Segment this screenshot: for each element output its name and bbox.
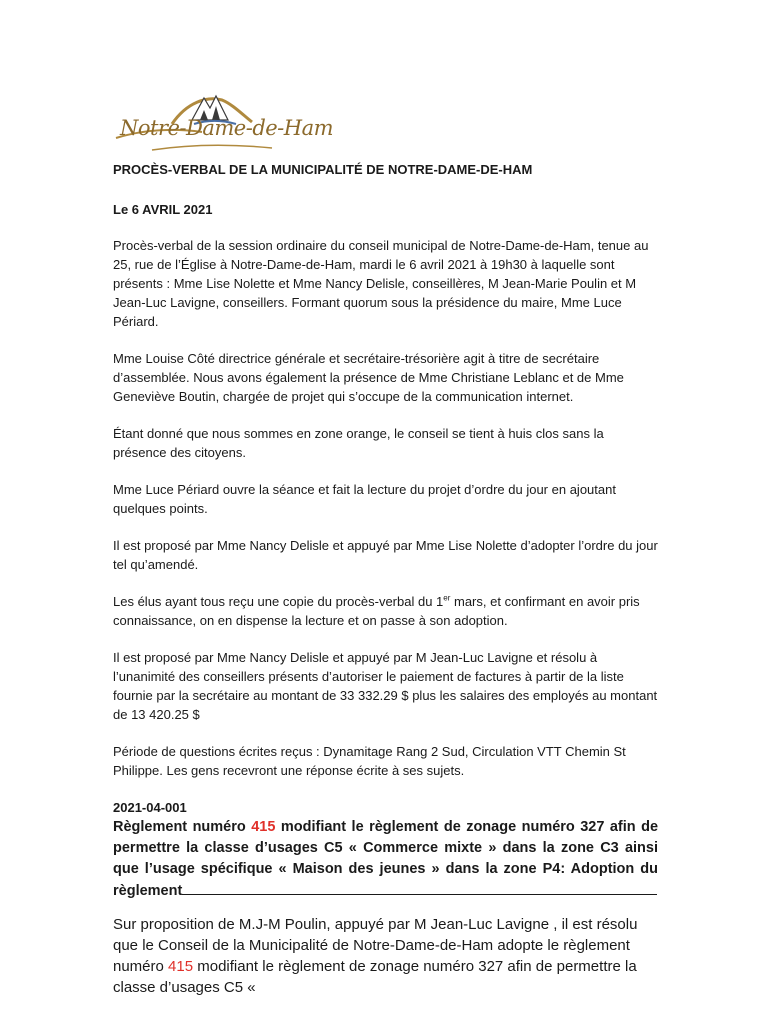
document-body xyxy=(113,160,658,1013)
resolution-body xyxy=(113,914,658,998)
resolution-title xyxy=(113,817,658,902)
paragraph-secretary: Mme Louise Côté directrice générale et secrétaire-trésorière agit à titre de secrétaire d’assemblée. Nous avons également la présence de Mme Christiane Leblanc et de Mme Geneviève Boutin, chargée de projet qui s’occupe de la communication internet. xyxy=(113,351,624,404)
resolution-title-after: modifiant le règlement de zonage numéro 327 afin de permettre la classe d’usages C5 « Commerce mixte » dans la zone C3 ainsi que l’usage spécifique « Maison des jeunes » dans la zone P4: Adoption du règlement xyxy=(113,819,659,899)
logo-text: Notre-Dame-de-Ham xyxy=(120,116,334,140)
bylaw-number-highlight-body: 415 xyxy=(168,958,194,975)
resolution-number: 2021-04-001 xyxy=(113,800,187,815)
minutes-sup: er xyxy=(443,593,451,603)
minutes-text-before: Les élus ayant tous reçu une copie du procès-verbal du 1 xyxy=(113,594,444,609)
paragraph-invoices: Il est proposé par Mme Nancy Delisle et appuyé par M Jean-Luc Lavigne et résolu à l’unanimité des conseillers présents d’autoriser le paiement de factures à partir de la liste fournie par la secrétaire au montant de 33 332.29 $ plus les salaires des employés au montant de 13 420.25 $ xyxy=(113,650,658,722)
resolution-title-before: Règlement numéro xyxy=(113,819,252,835)
resolution-body-after: modifiant le règlement de zonage numéro 327 afin de permettre la classe d’usages C5 « xyxy=(113,958,637,996)
minutes-text-after: mars, et confirmant en avoir pris connaissance, on en dispense la lecture et on passe à son adoption. xyxy=(113,594,640,628)
document-title: PROCÈS-VERBAL DE LA MUNICIPALITÉ DE NOTRE-DAME-DE-HAM xyxy=(113,162,533,177)
paragraph-agenda: Il est proposé par Mme Nancy Delisle et appuyé par Mme Lise Nolette d’adopter l’ordre du jour tel qu’amendé. xyxy=(113,538,658,572)
paragraph-minutes xyxy=(113,592,658,630)
paragraph-opening: Mme Luce Périard ouvre la séance et fait la lecture du projet d’ordre du jour en ajoutant quelques points. xyxy=(113,482,616,516)
meeting-date: Le 6 AVRIL 2021 xyxy=(113,202,213,217)
paragraph-closed-session: Étant donné que nous sommes en zone orange, le conseil se tient à huis clos sans la présence des citoyens. xyxy=(113,426,604,460)
paragraph-attendance: Procès-verbal de la session ordinaire du conseil municipal de Notre-Dame-de-Ham, tenue au 25, rue de l’Église à Notre-Dame-de-Ham, mardi le 6 avril 2021 à 19h30 à laquelle sont présents : Mme Lise Nolette et Mme Nancy Delisle, conseillères, M Jean-Marie Poulin et M Jean-Luc Lavigne, conseillers. Formant quorum sous la présidence du maire, Mme Luce Périard. xyxy=(113,238,649,329)
resolution-body-before: Sur proposition de M.J-M Poulin, appuyé par M Jean-Luc Lavigne , il est résolu que le Conseil de la Municipalité de Notre-Dame-de-Ham adopte le règlement numéro xyxy=(113,916,638,975)
municipality-logo xyxy=(112,94,334,160)
bylaw-number-highlight: 415 xyxy=(251,819,276,835)
signature-underline xyxy=(182,880,657,895)
paragraph-questions: Période de questions écrites reçus : Dynamitage Rang 2 Sud, Circulation VTT Chemin St Philippe. Les gens recevront une réponse écrite à ses sujets. xyxy=(113,744,626,778)
